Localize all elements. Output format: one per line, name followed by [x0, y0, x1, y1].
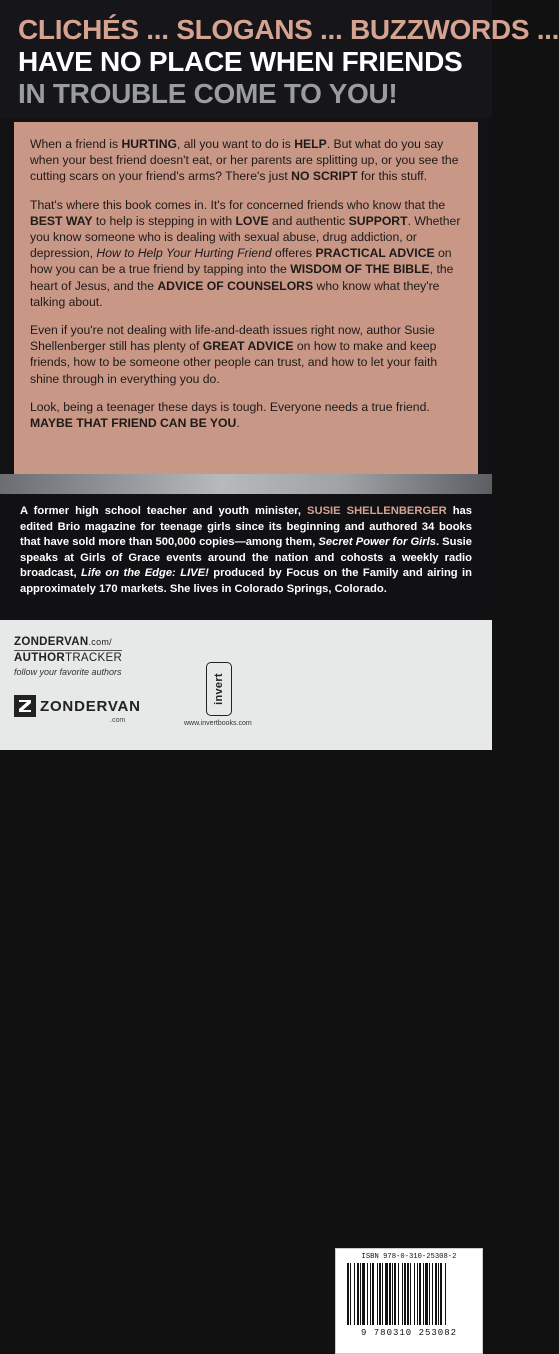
barcode-stripe — [410, 1263, 411, 1325]
headline-line-1: CLICHÉS ... SLOGANS ... BUZZWORDS ... — [18, 14, 559, 45]
barcode-stripe — [357, 1263, 359, 1325]
barcode-stripe — [423, 1263, 424, 1325]
barcode-stripe — [429, 1263, 430, 1325]
zondervan-logo — [14, 695, 184, 724]
barcode-stripe — [438, 1263, 439, 1325]
barcode-stripe — [445, 1263, 446, 1325]
zondervan-wordmark: ZONDERVAN — [40, 698, 141, 715]
barcode-stripe — [370, 1263, 371, 1325]
barcode-stripe — [425, 1263, 428, 1325]
barcode-stripe — [407, 1263, 409, 1325]
authortracker-label: AUTHORTRACKER — [14, 652, 123, 664]
headline-line-2: HAVE NO PLACE WHEN FRIENDS — [18, 46, 463, 77]
barcode-stripe — [417, 1263, 418, 1325]
isbn-number: ISBN 978-0-310-25308-2 — [361, 1253, 457, 1261]
author-name: SUSIE SHELLENBERGER — [307, 505, 447, 517]
barcode — [335, 1248, 483, 1354]
barcode-stripe — [377, 1263, 378, 1325]
invert-url: www.invertbooks.com — [184, 720, 252, 727]
barcode-stripe — [394, 1263, 396, 1325]
paragraph-3: Even if you're not dealing with life-and-death issues right now, author Susie Shellenberger still has plenty of GREAT ADVICE on how to make and keep friends, how to be someone other people can trust, and how to let your faith shine through in everything you do. — [30, 323, 438, 386]
barcode-stripe — [419, 1263, 421, 1325]
barcode-stripe — [414, 1263, 415, 1325]
barcode-stripe — [385, 1263, 388, 1325]
barcode-stripe — [350, 1263, 351, 1325]
author-bio: A former high school teacher and youth minister, SUSIE SHELLENBERGER has edited Brio magazine for teenage girls since its beginning and authored 34 books that have sold more than 500,000 copies—among them, Secret Power for Girls. Susie speaks at Girls of Grace events around the nation and cohosts a weekly radio broadcast, Life on the Edge: LIVE! produced by Focus on the Family and airing in approximately 170 markets. She lives in Colorado Springs, Colorado. — [0, 494, 492, 620]
barcode-stripe — [382, 1263, 383, 1325]
barcode-stripe — [347, 1263, 349, 1325]
barcode-stripe — [398, 1263, 399, 1325]
invert-logo: invert — [206, 662, 232, 716]
barcode-stripe — [360, 1263, 361, 1325]
barcode-stripe — [392, 1263, 393, 1325]
authortracker-tagline: follow your favorite authors — [14, 667, 122, 677]
zondervan-com: .com — [110, 717, 126, 724]
barcode-stripe — [362, 1263, 365, 1325]
barcode-stripe — [440, 1263, 442, 1325]
silver-band — [0, 474, 492, 494]
description-panel — [14, 122, 478, 474]
zondervan-url: ZONDERVAN.com/ — [14, 636, 112, 648]
zondervan-z-icon — [14, 695, 36, 717]
barcode-stripe — [367, 1263, 368, 1325]
barcode-stripe — [379, 1263, 381, 1325]
footer — [0, 620, 492, 1338]
headline-block — [0, 0, 559, 118]
barcode-bars — [343, 1263, 475, 1327]
barcode-stripe — [354, 1263, 355, 1325]
barcode-stripe — [432, 1263, 433, 1325]
paragraph-2: That's where this book comes in. It's for concerned friends who know that the BEST WAY to help is stepping in with LOVE and authentic SUPPORT. Whether you know someone who is dealing with sexual abuse, drug addiction, or depression, How to Help Your Hurting Friend offeres PRACTICAL ADVICE on how you can be a true friend by tapping into the WISDOM OF THE BIBLE, the heart of Jesus, and the ADVICE OF COUNSELORS who know what they're talking about. — [30, 197, 461, 309]
barcode-stripe — [435, 1263, 437, 1325]
barcode-stripe — [372, 1263, 374, 1325]
paragraph-1: When a friend is HURTING, all you want to do is HELP. But what do you say when your best friend doesn't eat, or her parents are splitting up, or you see the cutting scars on your friend's arms? There's just NO SCRIPT for this stuff. — [30, 137, 459, 184]
barcode-stripe — [404, 1263, 406, 1325]
paragraph-4: Look, being a teenager these days is tough. Everyone needs a true friend. MAYBE THAT FRIEND CAN BE YOU. — [30, 399, 430, 431]
barcode-stripe — [389, 1263, 391, 1325]
headline-line-3: IN TROUBLE COME TO YOU! — [18, 78, 398, 109]
barcode-digits: 9 780310 253082 — [360, 1328, 457, 1338]
barcode-stripe — [402, 1263, 403, 1325]
